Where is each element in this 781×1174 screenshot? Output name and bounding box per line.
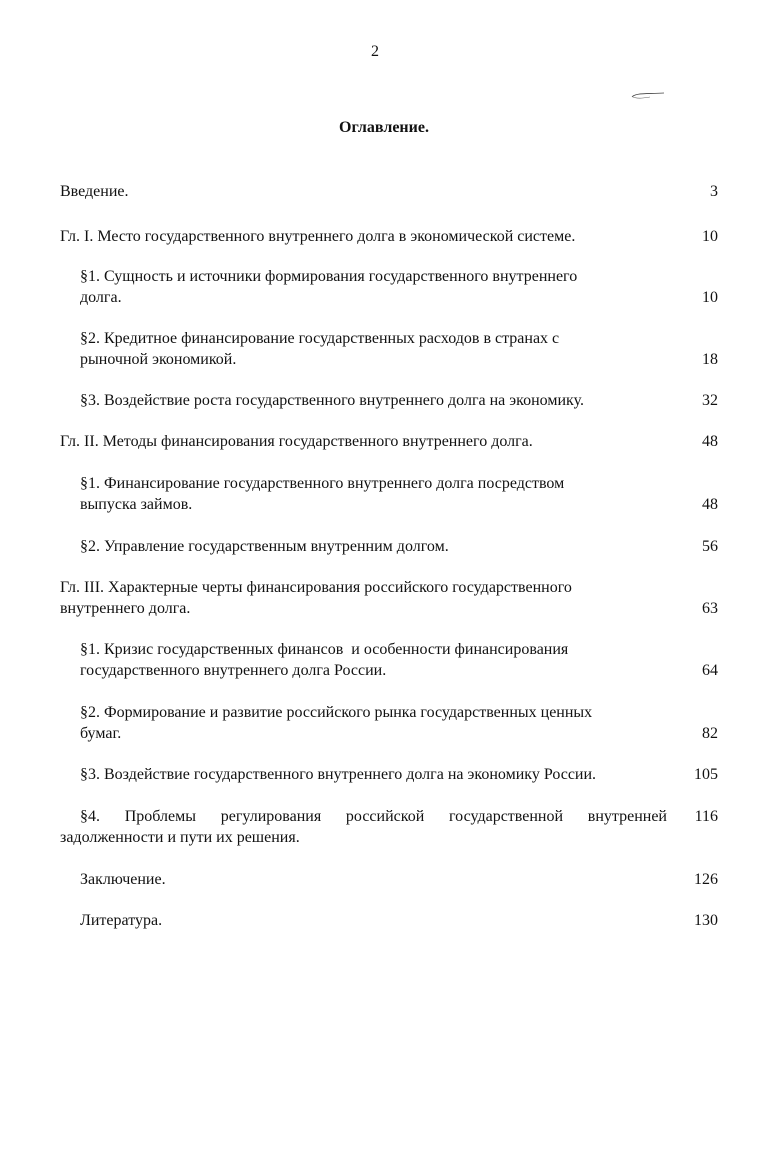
- toc-entry-line-1: §2. Формирование и развитие российского рынка государственных ценных: [80, 704, 593, 721]
- toc-entry-ch3-section-2: [80, 702, 718, 744]
- toc-entry-text: §3. Воздействие роста государственного внутреннего долга на экономику.: [80, 392, 584, 409]
- toc-entry-line-1: Гл. III. Характерные черты финансирования российского государственного: [60, 579, 572, 596]
- toc-entry-ch3-section-3: [80, 764, 718, 785]
- toc-entry-chapter-3: [60, 577, 718, 619]
- toc-entry-text: Введение.: [60, 183, 129, 200]
- toc-entry-line-2: выпуска займов.: [80, 496, 193, 513]
- toc-entry-text: Гл. I. Место государственного внутреннего долга в экономической системе.: [60, 228, 576, 245]
- toc-entry-line-1: §1. Сущность и источники формирования государственного внутреннего: [80, 268, 578, 285]
- toc-entry-page: 64: [702, 662, 718, 679]
- toc-entry-page: 48: [702, 433, 718, 450]
- toc-entry-page: 56: [702, 538, 718, 555]
- toc-entry-ch1-section-1: [80, 266, 718, 308]
- toc-entry-page: 48: [702, 496, 718, 513]
- toc-entry-line-2: рыночной экономикой.: [80, 351, 237, 368]
- scan-mark-icon: [630, 90, 666, 100]
- toc-entry-page: 82: [702, 725, 718, 742]
- toc-entry-ch3-section-4: [60, 806, 718, 848]
- toc-entry-page: 130: [694, 912, 718, 929]
- toc-entry-text: §3. Воздействие государственного внутреннего долга на экономику России.: [80, 766, 597, 783]
- toc-entry-conclusion: [80, 869, 718, 890]
- toc-entry-text: Литература.: [80, 912, 163, 929]
- toc-entry-line-1: §1. Кризис государственных финансов и особенности финансирования: [80, 641, 569, 658]
- toc-entry-text: §2. Управление государственным внутренним долгом.: [80, 538, 449, 555]
- toc-entry-page: 18: [702, 351, 718, 368]
- toc-entry-chapter-1: [60, 226, 718, 247]
- toc-entry-text: Гл. II. Методы финансирования государственного внутреннего долга.: [60, 433, 533, 450]
- toc-entry-page: 10: [702, 228, 718, 245]
- toc-entry-line-1: §2. Кредитное финансирование государственных расходов в странах с: [80, 330, 560, 347]
- toc-entry-page: 3: [710, 183, 718, 200]
- toc-entry-line-1: §1. Финансирование государственного внутреннего долга посредством: [80, 475, 565, 492]
- toc-entry-literature: [80, 910, 718, 931]
- toc-entry-line-2: задолженности и пути их решения.: [60, 829, 300, 846]
- toc-entry-page: 32: [702, 392, 718, 409]
- toc-entry-page: 10: [702, 289, 718, 306]
- toc-entry-ch3-section-1: [80, 639, 718, 681]
- toc-entry-line-1: §4. Проблемы регулирования российской государственной внутренней: [80, 808, 667, 825]
- toc-entry-ch1-section-3: [80, 390, 718, 411]
- toc-title: Оглавление.: [339, 119, 429, 136]
- toc-entry-line-2: государственного внутреннего долга России.: [80, 662, 387, 679]
- toc-entry-line-2: внутреннего долга.: [60, 600, 191, 617]
- toc-entry-chapter-2: [60, 431, 718, 452]
- toc-entry-page: 105: [694, 766, 718, 783]
- toc-entry-ch2-section-2: [80, 536, 718, 557]
- toc-entry-ch2-section-1: [80, 473, 718, 515]
- toc-entry-introduction: [60, 181, 718, 202]
- page-number: 2: [371, 43, 379, 60]
- toc-entry-page: 116: [694, 808, 718, 825]
- toc-entry-page: 126: [694, 871, 718, 888]
- toc-entry-line-2: долга.: [80, 289, 122, 306]
- toc-entry-ch1-section-2: [80, 328, 718, 370]
- toc-entry-text: Заключение.: [80, 871, 166, 888]
- toc-entry-line-2: бумаг.: [80, 725, 122, 742]
- toc-entry-page: 63: [702, 600, 718, 617]
